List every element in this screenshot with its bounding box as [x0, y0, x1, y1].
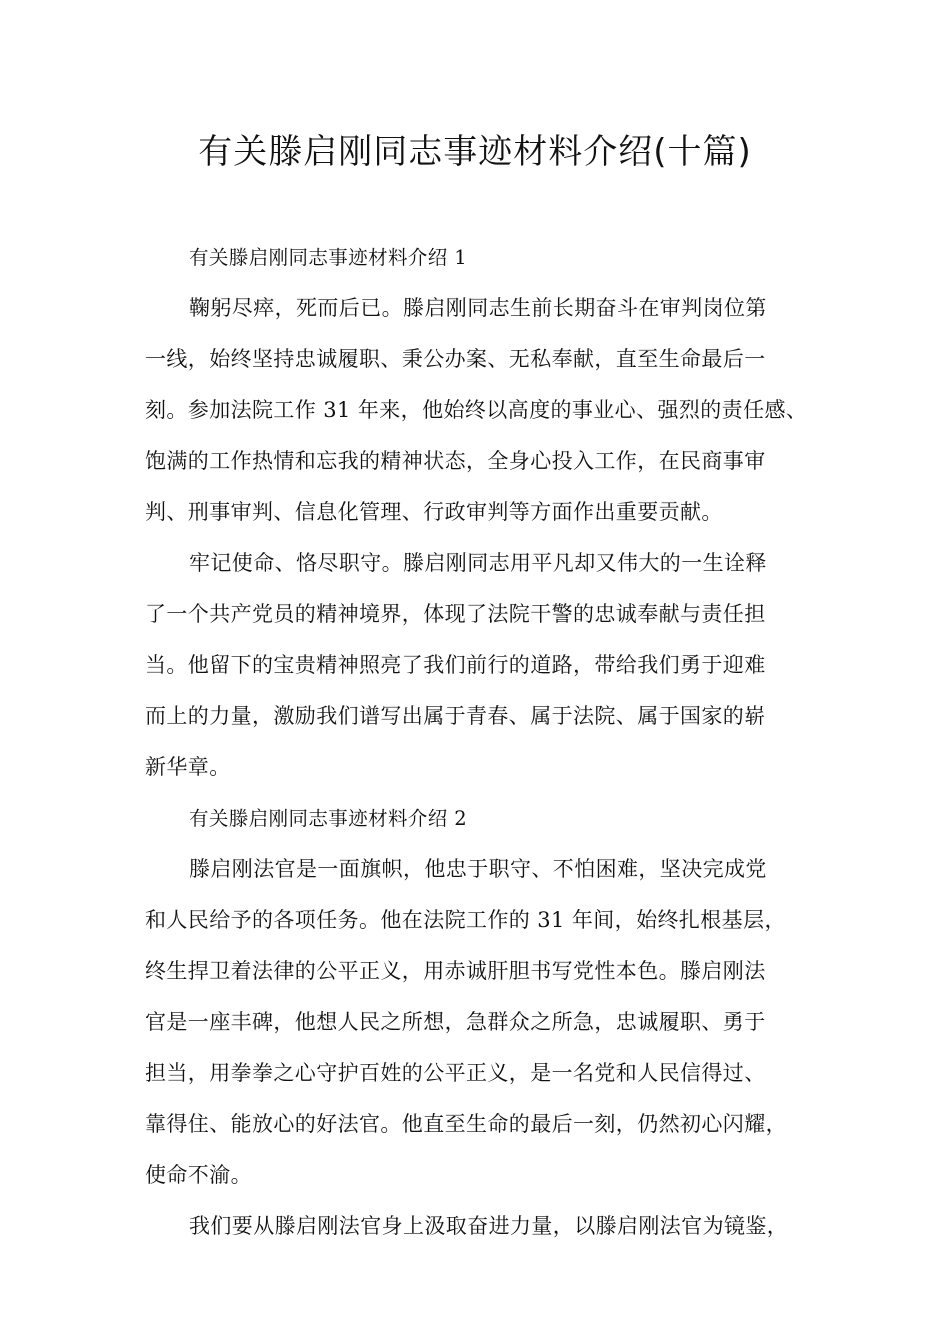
paragraph-line: 我们要从滕启刚法官身上汲取奋进力量，以滕启刚法官为镜鉴，	[189, 1214, 789, 1238]
paragraph-line: 饱满的工作热情和忘我的精神状态，全身心投入工作，在民商事审	[145, 449, 766, 473]
paragraph-line: 滕启刚法官是一面旗帜，他忠于职守、不怕困难，坚决完成党	[189, 857, 767, 881]
paragraph-line: 新华章。	[145, 755, 231, 779]
paragraph-line: 使命不渝。	[145, 1163, 252, 1187]
paragraph-line: 靠得住、能放心的好法官。他直至生命的最后一刻，仍然初心闪耀，	[145, 1112, 787, 1136]
paragraph-line: 一线，始终坚持忠诚履职、秉公办案、无私奉献，直至生命最后一	[145, 347, 766, 371]
page-title: 有关滕启刚同志事迹材料介绍(十篇)	[198, 132, 752, 172]
paragraph-line: 当。他留下的宝贵精神照亮了我们前行的道路，带给我们勇于迎难	[145, 653, 766, 677]
paragraph-line: 了一个共产党员的精神境界，体现了法院干警的忠诚奉献与责任担	[145, 602, 766, 626]
paragraph-line: 鞠躬尽瘁，死而后已。滕启刚同志生前长期奋斗在审判岗位第	[189, 296, 767, 320]
paragraph-line: 官是一座丰碑，他想人民之所想，急群众之所急，忠诚履职、勇于	[145, 1010, 766, 1034]
paragraph-line: 判、刑事审判、信息化管理、行政审判等方面作出重要贡献。	[145, 500, 723, 524]
document-body	[145, 232, 825, 1252]
paragraph-line: 担当，用拳拳之心守护百姓的公平正义，是一名党和人民信得过、	[145, 1061, 766, 1085]
section-heading-1: 有关滕启刚同志事迹材料介绍 1	[189, 246, 468, 269]
paragraph-line: 刻。参加法院工作 31 年来，他始终以高度的事业心、强烈的责任感、	[145, 398, 808, 422]
section-heading-2: 有关滕启刚同志事迹材料介绍 2	[189, 807, 468, 830]
paragraph-line: 和人民给予的各项任务。他在法院工作的 31 年间，始终扎根基层，	[145, 908, 786, 932]
paragraph-line: 终生捍卫着法律的公平正义，用赤诚肝胆书写党性本色。滕启刚法	[145, 959, 766, 983]
paragraph-line: 牢记使命、恪尽职守。滕启刚同志用平凡却又伟大的一生诠释	[189, 551, 767, 575]
paragraph-line: 而上的力量，激励我们谱写出属于青春、属于法院、属于国家的崭	[145, 704, 766, 728]
